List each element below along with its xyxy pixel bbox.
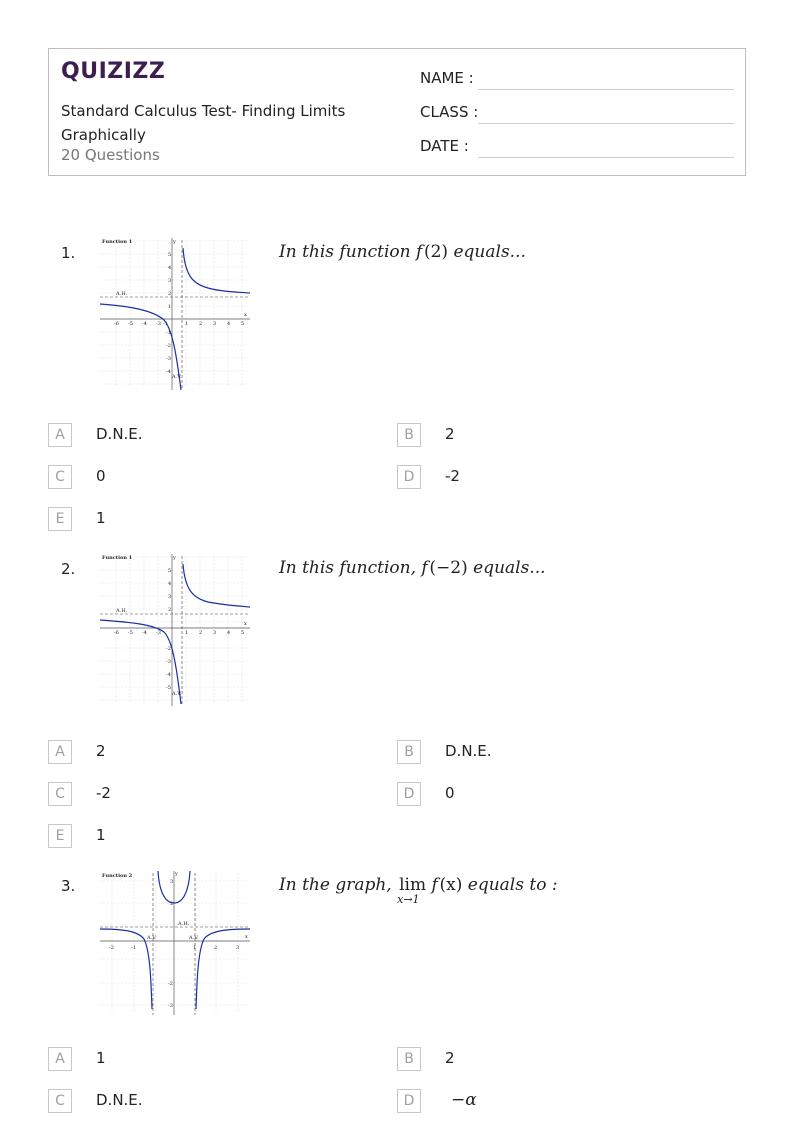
function-symbol: f (415, 242, 423, 262)
curve-right-branch (183, 564, 250, 607)
question-text-part: equals... (467, 558, 546, 578)
function-2-graph (98, 869, 252, 1017)
x-tick: 2 (214, 945, 218, 951)
option-text: D.N.E. (445, 742, 492, 760)
option-text: 1 (96, 509, 106, 527)
ha-label: A.H. (116, 291, 128, 297)
x-tick: 5 (241, 630, 245, 636)
y-tick: -2 (168, 981, 173, 987)
option-text: 2 (445, 1049, 455, 1067)
option-letter-box: B (397, 423, 421, 447)
date-field[interactable] (420, 137, 734, 159)
x-tick: -6 (114, 630, 119, 636)
x-label: x (244, 621, 247, 627)
function-argument: (x) (439, 875, 463, 895)
option-letter-box: D (397, 1089, 421, 1113)
name-label: NAME : (420, 69, 474, 87)
option-text: −α (451, 1090, 477, 1110)
y-tick: -3 (166, 659, 171, 665)
y-tick-labels (168, 879, 173, 1009)
va-label: A.V. (172, 691, 182, 697)
function-argument: (2) (423, 242, 449, 262)
x-tick: -5 (128, 321, 133, 327)
y-tick: -3 (166, 356, 171, 362)
option-letter-box: B (397, 1047, 421, 1071)
worksheet-header (48, 48, 746, 176)
question-text-part: equals... (448, 242, 526, 262)
x-tick: 2 (199, 321, 203, 327)
function-1-graph (98, 552, 252, 708)
name-line (478, 89, 734, 90)
option-letter-box: C (48, 465, 72, 489)
graph-title: Function 1 (102, 555, 133, 561)
x-label: x (244, 312, 247, 318)
y-tick: 5 (168, 252, 172, 258)
y-tick: 4 (168, 581, 172, 587)
x-label: x (245, 934, 248, 940)
y-tick: 4 (168, 265, 172, 271)
y-tick: 3 (168, 594, 172, 600)
option-text: 2 (96, 742, 106, 760)
y-label: y (173, 239, 176, 245)
function-1-graph (98, 236, 252, 392)
curve-right-branch (183, 248, 250, 293)
graph-title: Function 2 (102, 873, 133, 879)
option-letter-box: D (397, 465, 421, 489)
option-text: -2 (96, 784, 111, 802)
option-letter-box: A (48, 740, 72, 764)
option-letter-box: A (48, 423, 72, 447)
y-tick: -4 (166, 672, 171, 678)
x-tick: -4 (142, 630, 147, 636)
function-argument: (−2) (429, 558, 468, 578)
limit-word: lim (399, 875, 427, 895)
x-tick: -3 (156, 321, 161, 327)
y-tick: 5 (168, 568, 172, 574)
question-text (279, 242, 526, 262)
x-tick: 4 (227, 321, 231, 327)
y-tick: 2 (168, 291, 172, 297)
option-text: 1 (96, 1049, 106, 1067)
x-tick: 3 (236, 945, 240, 951)
y-tick: -3 (168, 1003, 173, 1009)
y-label: y (175, 871, 178, 877)
option-letter-box: A (48, 1047, 72, 1071)
date-line (478, 157, 734, 158)
option-letter-box: E (48, 507, 72, 531)
question-number: 1. (61, 244, 76, 262)
y-tick: 2 (170, 901, 174, 907)
x-tick: -6 (114, 321, 119, 327)
question-number: 3. (61, 877, 76, 895)
test-title: Standard Calculus Test- Finding Limits Graphically (61, 102, 346, 144)
option-letter-box: C (48, 1089, 72, 1113)
option-text: 0 (96, 467, 106, 485)
option-letter-box: B (397, 740, 421, 764)
function-symbol: f (431, 875, 438, 895)
question-text-part: equals to : (462, 875, 558, 895)
class-field[interactable] (420, 103, 734, 125)
graph-title: Function 1 (102, 239, 133, 245)
y-tick: 1 (168, 304, 172, 310)
x-tick: 3 (213, 630, 217, 636)
x-tick: 1 (193, 945, 197, 951)
x-tick-labels (114, 630, 244, 636)
option-letter-box: C (48, 782, 72, 806)
limit-operator (397, 875, 427, 906)
x-tick-labels (114, 321, 244, 327)
question-text (279, 558, 546, 578)
function-symbol: f (421, 558, 428, 578)
ha-label: A.H. (116, 608, 128, 614)
quizizz-logo: QUIZIZZ (61, 59, 166, 84)
y-tick: -1 (166, 330, 171, 336)
option-text: 2 (445, 425, 455, 443)
option-text: D.N.E. (96, 1091, 143, 1109)
ha-label: A.H. (178, 921, 190, 927)
x-tick: -5 (128, 630, 133, 636)
x-tick: 5 (241, 321, 245, 327)
question-text-part: In this function (279, 242, 416, 262)
x-tick: 2 (199, 630, 203, 636)
y-tick-labels (166, 568, 171, 691)
y-tick: 2 (168, 607, 172, 613)
option-text: -2 (445, 467, 460, 485)
x-tick: -1 (131, 945, 136, 951)
x-tick: -1 (163, 321, 168, 327)
x-tick: 4 (227, 630, 231, 636)
date-label: DATE : (420, 137, 469, 155)
question-text (279, 875, 558, 906)
option-text: D.N.E. (96, 425, 143, 443)
y-tick: -4 (166, 369, 171, 375)
x-tick: -2 (109, 945, 114, 951)
option-text: 1 (96, 826, 106, 844)
question-number: 2. (61, 560, 76, 578)
question-count: 20 Questions (61, 146, 160, 164)
y-tick: 3 (170, 879, 174, 885)
va-label: A.V. (172, 374, 182, 380)
name-field[interactable] (420, 69, 734, 91)
question-text-part: In the graph, (279, 875, 398, 895)
y-tick: -5 (166, 685, 171, 691)
option-letter-box: E (48, 824, 72, 848)
x-tick: 1 (185, 630, 189, 636)
class-label: CLASS : (420, 103, 479, 121)
va-label-right: A.V. (189, 935, 199, 941)
option-letter-box: D (397, 782, 421, 806)
class-line (478, 123, 734, 124)
y-tick-labels (166, 252, 171, 375)
y-tick: 3 (168, 278, 172, 284)
limit-subscript: x→1 (397, 893, 420, 906)
x-tick: 3 (213, 321, 217, 327)
y-tick: -2 (166, 646, 171, 652)
x-tick: -4 (142, 321, 147, 327)
x-tick: -3 (156, 630, 161, 636)
x-tick: 1 (185, 321, 189, 327)
y-tick: -2 (166, 343, 171, 349)
va-label-left: A.V. (147, 935, 157, 941)
question-text-part: In this function, (279, 558, 422, 578)
option-text: 0 (445, 784, 455, 802)
y-label: y (173, 555, 176, 561)
